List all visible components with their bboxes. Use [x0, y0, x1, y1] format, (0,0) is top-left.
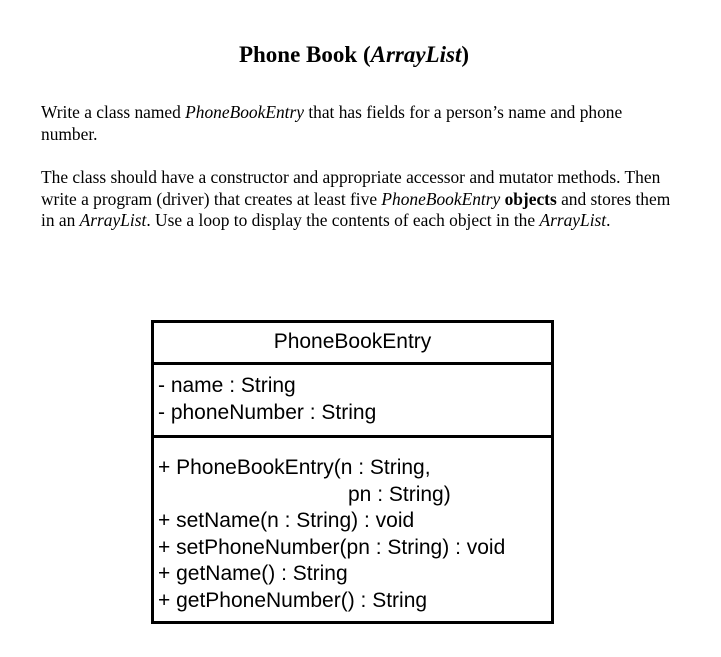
uml-methods-section — [154, 438, 551, 614]
arraylist-italic: ArrayList — [79, 210, 147, 231]
uml-method: + PhoneBookEntry(n : String, — [158, 456, 431, 479]
arraylist-italic: ArrayList — [539, 210, 607, 231]
uml-class-name: PhoneBookEntry — [273, 330, 432, 353]
uml-field: - name : String — [158, 374, 296, 397]
page-title — [0, 41, 708, 69]
text-run: and stores them in an — [41, 188, 671, 231]
uml-method-continuation: pn : String) — [348, 482, 451, 506]
uml-class-name-section — [154, 323, 551, 365]
paragraph-1 — [41, 102, 676, 145]
class-name-italic: PhoneBookEntry — [185, 102, 304, 122]
uml-method: + setPhoneNumber(pn : String) : void — [158, 535, 506, 559]
text-run: The class should have a constructor and appropriate accessor and mutator methods. Then write a program (driver) that creates at least five — [41, 167, 661, 209]
title-main: Phone Book ( — [238, 42, 371, 67]
uml-field: - phoneNumber : String — [158, 400, 377, 424]
text-run: that has fields for a person’s name and phone number. — [41, 102, 623, 144]
uml-fields-section — [154, 365, 551, 438]
text-run: Write a class named — [41, 102, 186, 122]
uml-method: + getPhoneNumber() : String — [158, 588, 428, 612]
text-run: . Use a loop to display the contents of each object in the — [146, 210, 540, 231]
title-close: ) — [461, 42, 470, 67]
title-italic: ArrayList — [370, 42, 462, 67]
uml-method: + getName() : String — [158, 562, 348, 585]
uml-method: + setName(n : String) : void — [158, 509, 415, 532]
paragraph-2 — [41, 167, 676, 232]
class-name-italic: PhoneBookEntry — [381, 188, 501, 209]
text-run: . — [606, 210, 611, 231]
bold-word: objects — [504, 188, 557, 209]
uml-class-diagram — [151, 320, 554, 624]
